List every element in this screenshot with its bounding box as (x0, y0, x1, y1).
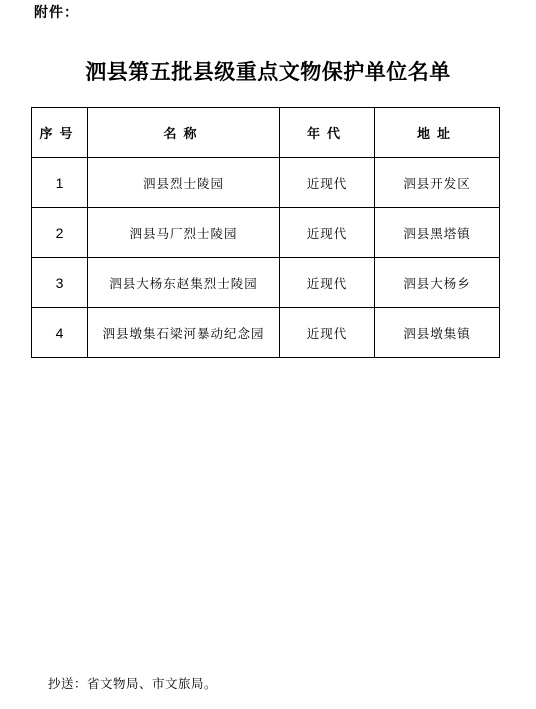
table-row (32, 158, 500, 208)
table-row (32, 208, 500, 258)
cell-name: 泗县烈士陵园 (88, 158, 280, 208)
heritage-list-table (31, 107, 500, 358)
cell-name: 泗县大杨东赵集烈士陵园 (88, 258, 280, 308)
table-row (32, 258, 500, 308)
cell-era: 近现代 (280, 208, 375, 258)
header-era: 年代 (280, 108, 375, 158)
header-address: 地址 (375, 108, 500, 158)
table-header (32, 108, 500, 158)
cell-address: 泗县大杨乡 (375, 258, 500, 308)
cell-seq: 2 (32, 208, 88, 258)
cell-name: 泗县马厂烈士陵园 (88, 208, 280, 258)
attachment-label: 附件： (34, 5, 79, 21)
cell-era: 近现代 (280, 158, 375, 208)
cell-seq: 1 (32, 158, 88, 208)
cell-seq: 4 (32, 308, 88, 358)
table-body (32, 158, 500, 358)
header-seq: 序号 (32, 108, 88, 158)
table-row (32, 308, 500, 358)
cc-distribution-line: 抄送：省文物局、市文旅局。 (48, 676, 218, 691)
cell-address: 泗县墩集镇 (375, 308, 500, 358)
cell-era: 近现代 (280, 258, 375, 308)
cell-name: 泗县墩集石梁河暴动纪念园 (88, 308, 280, 358)
cell-era: 近现代 (280, 308, 375, 358)
table-header-row (32, 108, 500, 158)
cell-address: 泗县开发区 (375, 158, 500, 208)
cell-address: 泗县黑塔镇 (375, 208, 500, 258)
header-name: 名称 (88, 108, 280, 158)
document-title: 泗县第五批县级重点文物保护单位名单 (85, 59, 451, 84)
cell-seq: 3 (32, 258, 88, 308)
